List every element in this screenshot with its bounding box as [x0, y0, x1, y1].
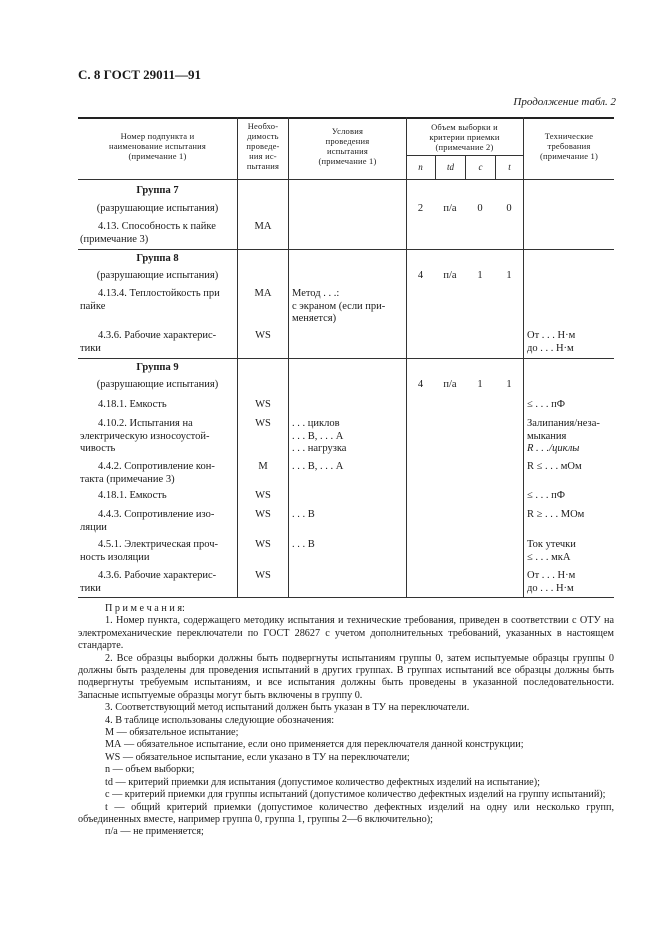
legend-item: п/а — не применяется; [105, 826, 204, 838]
test-necessity: WS [255, 509, 271, 520]
test-necessity: WS [255, 570, 271, 581]
note-item: 2. Все образцы выборки должны быть подвергнуты испытаниям группы 0, затем испытуемые образцы группы 0 должны быть разделены для проведения испытаний в других группах. В группах испытаний все образцы должны быть подвергнуты требуемым испытаниям, и все испытания должны быть проведены в указанной последовательности. Запасные испытуемые образцы могут быть включены в группу 0. [78, 652, 614, 701]
header-sample-size: Объем выборки и критерии приемки (примечание 2) [429, 122, 500, 152]
group-c: 1 [477, 270, 483, 281]
group-divider [78, 358, 614, 359]
legend-item: М — обязательное испытание; [105, 727, 239, 739]
test-name: 4.13. Способность к пайке (примечание 3) [80, 221, 216, 245]
test-conditions: . . . В [292, 509, 315, 520]
group-t: 1 [506, 270, 512, 281]
legend-item: WS — обязательное испытание, если указано в ТУ на переключатели; [105, 751, 410, 763]
technical-requirement: R ≤ . . . мОм [527, 461, 582, 472]
test-necessity: WS [255, 490, 271, 501]
notes-title: П р и м е ч а н и я: [105, 603, 185, 614]
legend-item: t — общий критерий приемки (допустимое количество дефектных изделий на одну или несколько групп, объединенных вместе, например группа 0, группа 1, группы 2—6 включительно); [78, 801, 614, 825]
technical-requirement: От . . . Н·м до . . . Н·м [527, 570, 576, 594]
header-conditions: Условия проведения испытания (примечание 1) [318, 126, 377, 166]
group-n: 4 [417, 270, 424, 281]
header-c: c [478, 162, 483, 172]
note-item: 4. В таблице использованы следующие обозначения: [105, 714, 335, 726]
test-necessity: WS [255, 539, 271, 550]
test-necessity: MA [254, 221, 272, 232]
page-header: С. 8 ГОСТ 29011—91 [78, 67, 201, 82]
test-name: 4.4.2. Сопротивление кон- такта (примечание 3) [80, 461, 215, 485]
column-divider [237, 117, 238, 597]
test-conditions: . . . циклов . . . В, . . . А . . . нагрузка [292, 418, 347, 454]
technical-requirement: Залипания/неза- мыкания R . . ./циклы [527, 418, 600, 454]
group-subtitle: (разрушающие испытания) [96, 203, 219, 214]
header-technical-requirements: Технические требования (примечание 1) [539, 131, 599, 161]
group-td: п/а [443, 203, 457, 214]
test-necessity: M [258, 461, 268, 472]
note-item: 3. Соответствующий метод испытаний должен быть указан в ТУ на переключатели. [105, 702, 470, 714]
group-subtitle: (разрушающие испытания) [96, 379, 219, 390]
test-conditions: Метод . . .: с экраном (если при- меняется) [292, 288, 386, 324]
header-td: td [446, 162, 454, 172]
group-c: 1 [477, 379, 483, 390]
table-top-border [78, 117, 614, 119]
group-title: Группа 9 [136, 362, 179, 373]
column-divider [465, 155, 466, 179]
test-necessity: WS [255, 418, 271, 429]
test-name: 4.18.1. Емкость [98, 399, 167, 410]
legend-item: td — критерий приемки для испытания (допустимое количество дефектных изделий на испытание); [105, 776, 540, 788]
group-n: 2 [417, 203, 424, 214]
test-conditions: . . . В [292, 539, 315, 550]
test-name: 4.3.6. Рабочие характерис- тики [80, 330, 217, 354]
test-name: 4.4.3. Сопротивление изо- ляции [80, 509, 215, 533]
group-title: Группа 7 [136, 185, 179, 196]
notes-section [78, 603, 614, 839]
test-conditions: . . . В, . . . А [292, 461, 344, 472]
group-divider [78, 249, 614, 250]
test-necessity: WS [255, 330, 271, 341]
legend-item: n — объем выборки; [105, 764, 195, 776]
header-necessity: Необхо- димость проведе- ния ис- пытания [246, 121, 280, 171]
note-item: 1. Номер пункта, содержащего методику испытания и технические требования, приведен в соответствии с ОТУ на электромеханические переключатели по ГОСТ 28627 с учетом дополнительных требований, указанных в настоящем стандарте. [78, 615, 614, 652]
test-name: 4.3.6. Рабочие характерис- тики [80, 570, 217, 594]
group-td: п/а [443, 379, 457, 390]
group-n: 4 [417, 379, 424, 390]
legend-item: c — критерий приемки для группы испытаний (допустимое количество дефектных изделий на группу испытаний); [105, 789, 606, 801]
column-divider [435, 155, 436, 179]
technical-requirement: ≤ . . . пФ [527, 399, 566, 410]
column-divider [523, 117, 524, 597]
header-n: n [418, 162, 423, 172]
group-title: Группа 8 [136, 253, 179, 264]
header-t: t [508, 162, 511, 172]
table-continuation-label: Продолжение табл. 2 [513, 96, 616, 108]
test-necessity: WS [255, 399, 271, 410]
column-divider [495, 155, 496, 179]
column-divider [406, 117, 407, 597]
test-name: 4.13.4. Теплостойкость при пайке [80, 288, 220, 312]
technical-requirement: R ≥ . . . МОм [527, 509, 585, 520]
technical-requirement: Ток утечки ≤ . . . мкА [527, 539, 576, 563]
technical-requirement: ≤ . . . пФ [527, 490, 566, 501]
column-divider [288, 117, 289, 597]
technical-requirement: От . . . Н·м до . . . Н·м [527, 330, 576, 354]
group-c: 0 [477, 203, 483, 214]
test-necessity: MA [254, 288, 272, 299]
header-test-name: Номер подпункта и наименование испытания (примечание 1) [108, 131, 207, 161]
group-subtitle: (разрушающие испытания) [96, 270, 219, 281]
group-t: 1 [506, 379, 512, 390]
table-bottom-border [78, 597, 614, 598]
test-name: 4.18.1. Емкость [98, 490, 167, 501]
group-t: 0 [506, 203, 512, 214]
table-header-bottom-border [78, 179, 614, 180]
legend-item: МА — обязательное испытание, если оно применяется для переключателя данной конструкции; [105, 739, 524, 751]
test-name: 4.10.2. Испытания на электрическую износоустой- чивость [80, 418, 210, 454]
test-name: 4.5.1. Электрическая проч- ность изоляции [80, 539, 219, 563]
group-td: п/а [443, 270, 457, 281]
